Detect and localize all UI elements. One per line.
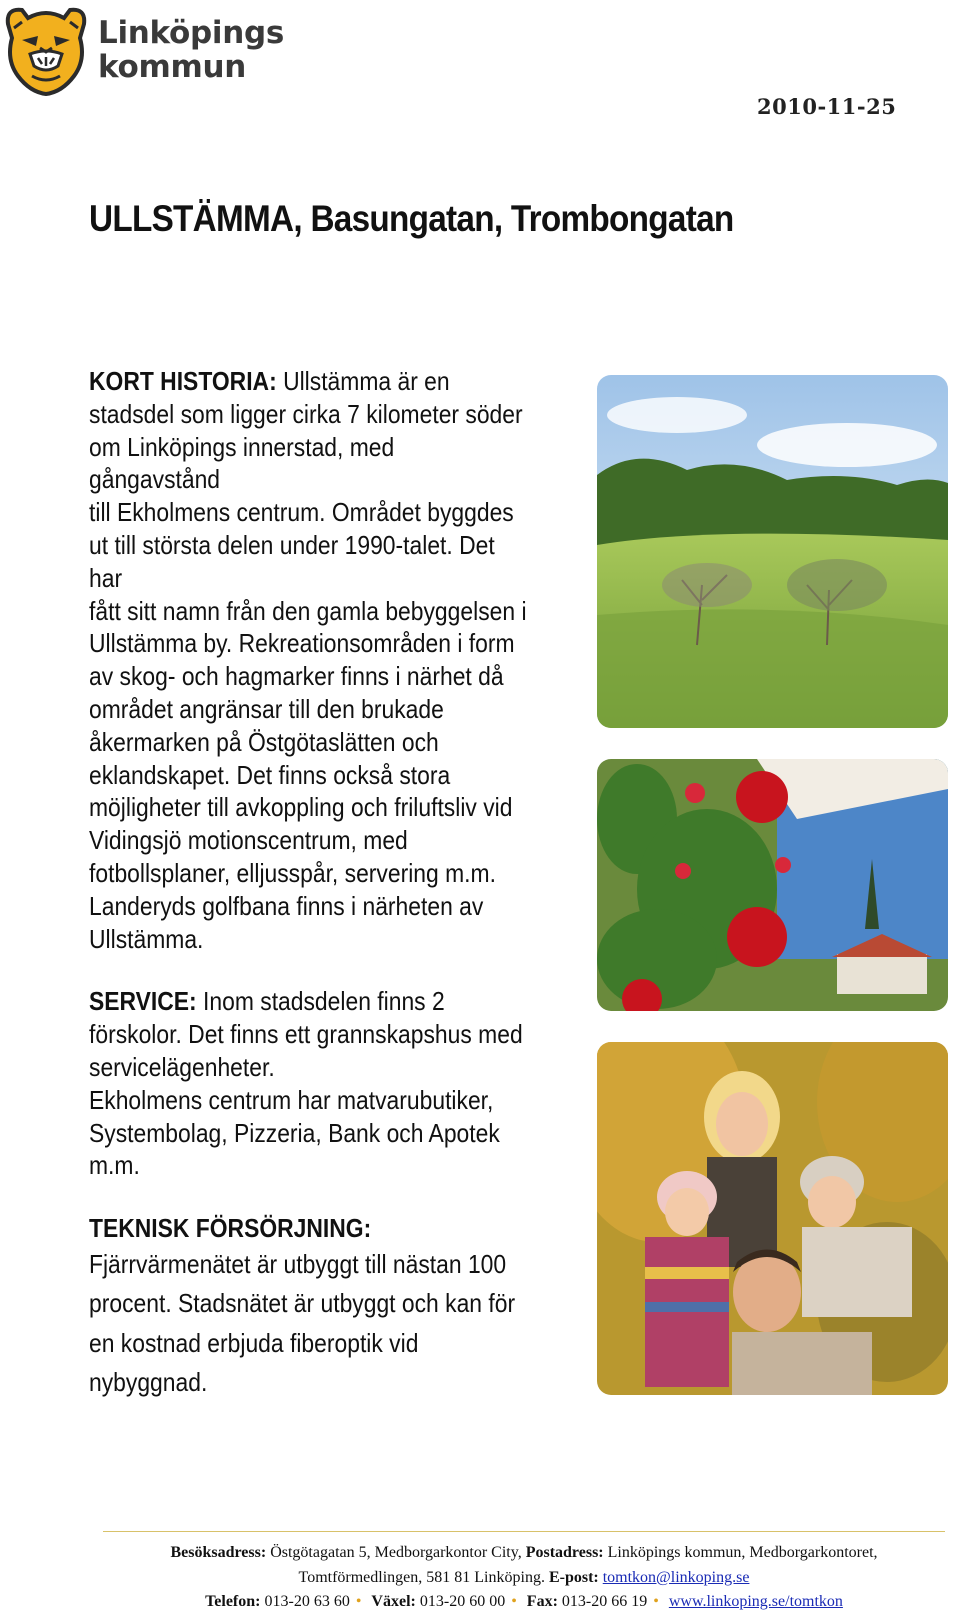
document-date: 2010-11-25 (757, 94, 897, 119)
history-line: Vidingsjö motionscentrum, med (89, 825, 408, 856)
service-line: förskolor. Det finns ett grannskapshus med (89, 1019, 523, 1050)
service-label: SERVICE: (89, 986, 197, 1017)
tech-line: en kostnad erbjuda fiberoptik vid (89, 1327, 419, 1358)
history-line: Landeryds golfbana finns i närheten av (89, 890, 484, 921)
document-body (89, 365, 529, 1403)
service-line: m.m. (89, 1150, 140, 1181)
logo-wordmark (98, 16, 284, 84)
family-photo (597, 1042, 948, 1395)
tech-line: nybyggnad. (89, 1367, 208, 1398)
website-link[interactable]: www.linkoping.se/tomtkon (668, 1593, 843, 1610)
linkoping-logo (0, 2, 300, 98)
history-line: av skog- och hagmarker finns i närhet då (89, 661, 504, 692)
bullet-icon: • (653, 1593, 659, 1610)
footer (103, 1541, 945, 1615)
roses-photo (597, 759, 948, 1011)
history-line: åkermarken på Östgötaslätten och (89, 726, 439, 757)
history-line: möjligheter till avkoppling och friluftsliv vid (89, 792, 513, 823)
history-line: KORT HISTORIA: Ullstämma är en (89, 366, 450, 396)
history-line: området angränsar till den brukade (89, 693, 444, 724)
history-label: KORT HISTORIA: (89, 366, 277, 396)
footer-divider (103, 1531, 945, 1532)
email-link[interactable]: tomtkon@linkoping.se (602, 1568, 750, 1586)
service-line: SERVICE: Inom stadsdelen finns 2 (89, 986, 445, 1017)
service-section (89, 985, 529, 1182)
bullet-icon: • (511, 1593, 517, 1610)
tech-label: TEKNISK FÖRSÖRJNING: (89, 1213, 372, 1244)
history-line: fotbollsplaner, elljusspår, servering m.m. (89, 857, 496, 888)
tech-line: procent. Stadsnätet är utbyggt och kan för (89, 1288, 516, 1319)
service-line: servicelägenheter. (89, 1051, 275, 1082)
page-title: ULLSTÄMMA, Basungatan, Trombongatan (89, 198, 734, 239)
history-line: stadsdel som ligger cirka 7 kilometer söder (89, 398, 523, 429)
footer-contact-line: Telefon: 013-20 63 60 • Växel: 013-20 60 00 • Fax: 013-20 66 19 • www.linkoping.se/tomtkon (205, 1593, 843, 1610)
history-line: till Ekholmens centrum. Området byggdes (89, 497, 514, 528)
tech-section (89, 1212, 529, 1403)
history-line: fått sitt namn från den gamla bebyggelsen i (89, 595, 527, 626)
meadow-photo (597, 375, 948, 728)
history-section (89, 365, 529, 955)
history-line: om Linköpings innerstad, med gångavstånd (89, 431, 395, 495)
lion-crest-icon (0, 4, 92, 96)
footer-address-line-2: Tomtförmedlingen, 581 81 Linköping. E-post: tomtkon@linkoping.se (298, 1568, 750, 1586)
history-line: eklandskapet. Det finns också stora (89, 759, 451, 790)
service-line: Systembolag, Pizzeria, Bank och Apotek (89, 1117, 500, 1148)
history-line: Ullstämma by. Rekreationsområden i form (89, 628, 515, 659)
footer-address-line: Besöksadress: Östgötagatan 5, Medborgarkontor City, Postadress: Linköpings kommun, Medborgarkontoret, (170, 1544, 878, 1561)
logo-line-2: kommun (98, 49, 247, 85)
service-line: Ekholmens centrum har matvarubutiker, (89, 1084, 494, 1115)
history-line: Ullstämma. (89, 923, 204, 954)
bullet-icon: • (355, 1593, 362, 1610)
logo-line-1: Linköpings (98, 15, 285, 51)
tech-line: Fjärrvärmenätet är utbyggt till nästan 100 (89, 1248, 507, 1279)
history-line: ut till största delen under 1990-talet. Det har (89, 529, 495, 593)
